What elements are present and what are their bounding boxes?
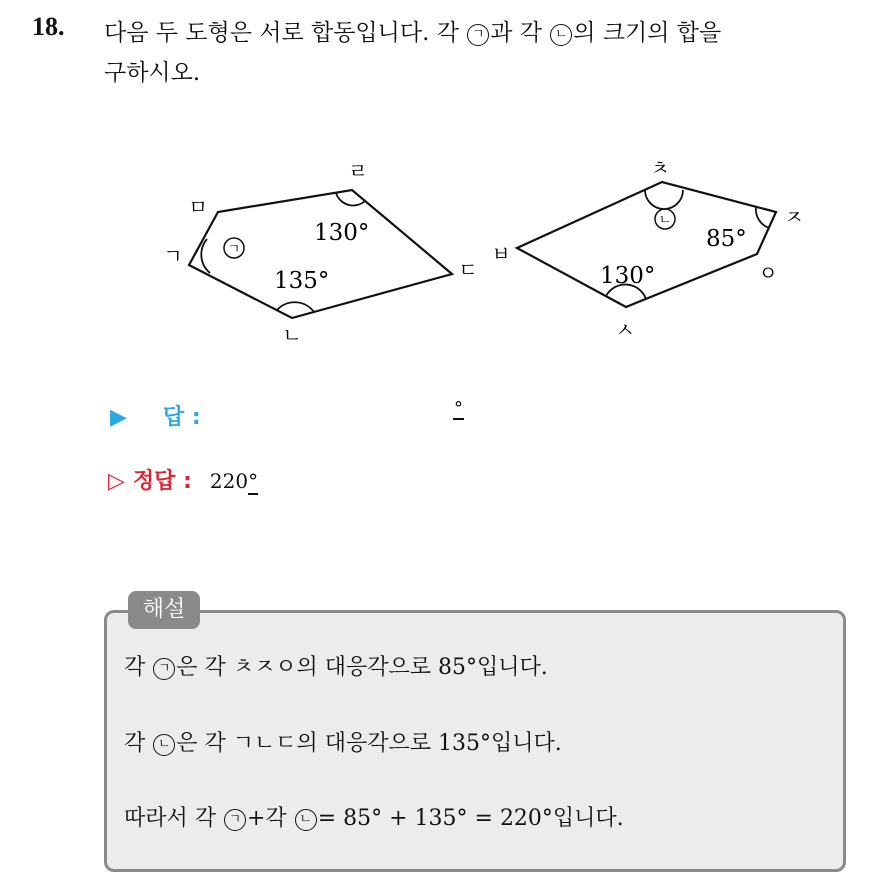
- angle-arc-a: [201, 239, 210, 273]
- explanation-text: +각: [247, 806, 294, 831]
- mark-b-text: ㄴ: [658, 213, 672, 228]
- correct-answer-row: [108, 464, 258, 495]
- question-text-line2: 구하시오.: [104, 60, 201, 86]
- question-text-part: 의 크기의 합을: [573, 20, 722, 46]
- vertex-label: ㄹ: [348, 159, 368, 183]
- circled-mark-b: ㄴ: [550, 24, 572, 46]
- correct-label: 정답 :: [132, 469, 192, 494]
- play-triangle-icon: ▶: [110, 405, 127, 430]
- congruent-pentagons-figure: [0, 130, 884, 350]
- correct-value: [210, 469, 258, 493]
- vertex-label: ㅈ: [784, 205, 804, 229]
- vertex-label: ㅂ: [491, 242, 511, 266]
- explanation-tag: 해설: [128, 591, 200, 629]
- vertex-label: ㅇ: [758, 261, 778, 285]
- angle-label-135: 135°: [274, 268, 330, 294]
- circled-mark-b: ㄴ: [153, 734, 175, 756]
- circled-mark-a: ㄱ: [224, 809, 246, 831]
- explanation-text: 은 각 ㄱㄴㄷ의 대응각으로 135°입니다.: [176, 731, 562, 756]
- angle-label-85: 85°: [706, 226, 747, 252]
- answer-row: [110, 398, 463, 431]
- explanation-line3: [124, 801, 624, 832]
- question-number: 18.: [32, 12, 65, 41]
- question-text-part: 다음 두 도형은 서로 합동입니다. 각: [104, 20, 467, 46]
- explanation-text: 각: [124, 731, 153, 756]
- explanation-text: = 85° + 135° = 220°입니다.: [317, 806, 624, 831]
- correct-number: 220: [209, 469, 249, 493]
- explanation-text: 각: [124, 655, 153, 680]
- vertex-label: ㅁ: [188, 195, 208, 219]
- vertex-label: ㄱ: [163, 244, 183, 268]
- circled-mark-b: ㄴ: [295, 809, 317, 831]
- angle-arc-135: [277, 302, 314, 312]
- explanation-line2: [124, 726, 562, 757]
- question-text-line1: [104, 14, 721, 47]
- circled-mark-a: ㄱ: [153, 658, 175, 680]
- angle-arc-b: [645, 190, 683, 209]
- vertex-label: ㄴ: [282, 323, 302, 347]
- correct-unit: °: [248, 469, 259, 493]
- circled-mark-a: ㄱ: [467, 24, 489, 46]
- explanation-text: 따라서 각: [124, 806, 223, 831]
- vertex-label: ㅊ: [650, 156, 670, 180]
- question-text-part: 과 각: [490, 20, 550, 46]
- answer-blank[interactable]: °: [454, 398, 463, 419]
- vertex-label: ㅅ: [615, 318, 635, 342]
- answer-label: 답 :: [162, 405, 201, 430]
- explanation-line1: [124, 650, 548, 681]
- outline-triangle-icon: ▷: [108, 469, 125, 494]
- angle-label-130-right: 130°: [600, 263, 656, 289]
- vertex-label: ㄷ: [458, 258, 478, 282]
- angle-label-130-left: 130°: [314, 220, 370, 246]
- explanation-text: 은 각 ㅊㅈㅇ의 대응각으로 85°입니다.: [176, 655, 548, 680]
- angle-arc-130-left: [336, 193, 365, 205]
- mark-a-text: ㄱ: [227, 242, 241, 257]
